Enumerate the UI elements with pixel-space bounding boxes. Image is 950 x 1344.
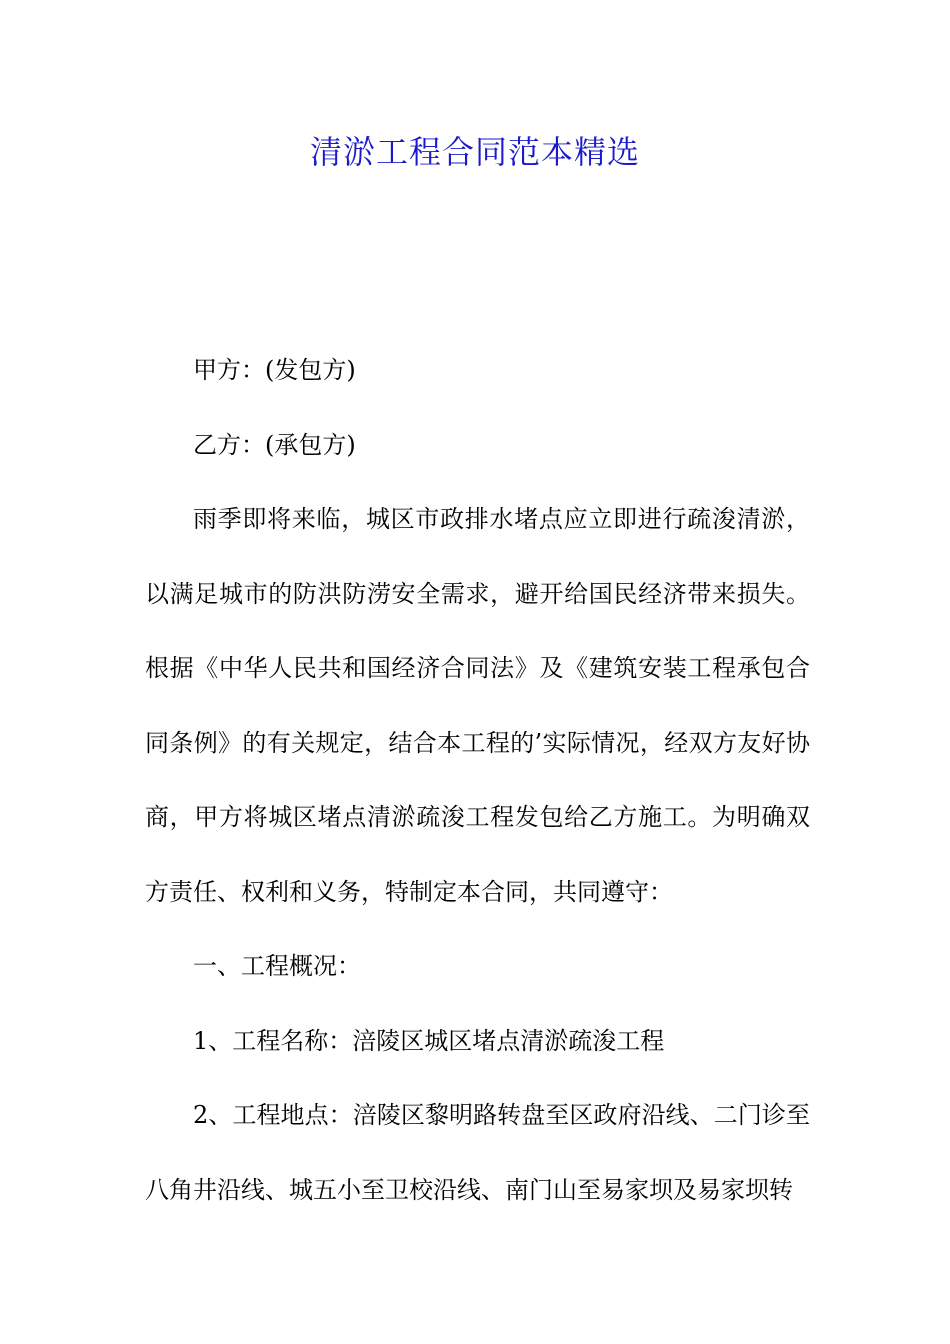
party-b-line: 乙方：(承包方) (193, 430, 356, 459)
clause-project-name: 1、工程名称：涪陵区城区堵点清淤疏浚工程 (193, 1026, 665, 1055)
document-title: 清淤工程合同范本精选 (309, 133, 640, 171)
section-heading: 一、工程概况： (193, 952, 361, 980)
clause-project-location: 2、工程地点：涪陵区黎明路转盘至区政府沿线、二门诊至八角井沿线、城五小至卫校沿线、南门山至易家坝及易家坝转 (145, 1101, 810, 1204)
preamble-paragraph: 雨季即将来临，城区市政排水堵点应立即进行疏浚清淤，以满足城市的防洪防涝安全需求，避开给国民经济带来损失。根据《中华人民共和国经济合同法》及《建筑安装工程承包合同条例》的有关规定，结合本工程的’实际情况，经双方友好协商，甲方将城区堵点清淤疏浚工程发包给乙方施工。为明确双方责任、权利和义务，特制定本合同，共同遵守： (145, 505, 810, 906)
party-a-line: 甲方：(发包方) (193, 356, 356, 384)
document-body (145, 333, 810, 1227)
